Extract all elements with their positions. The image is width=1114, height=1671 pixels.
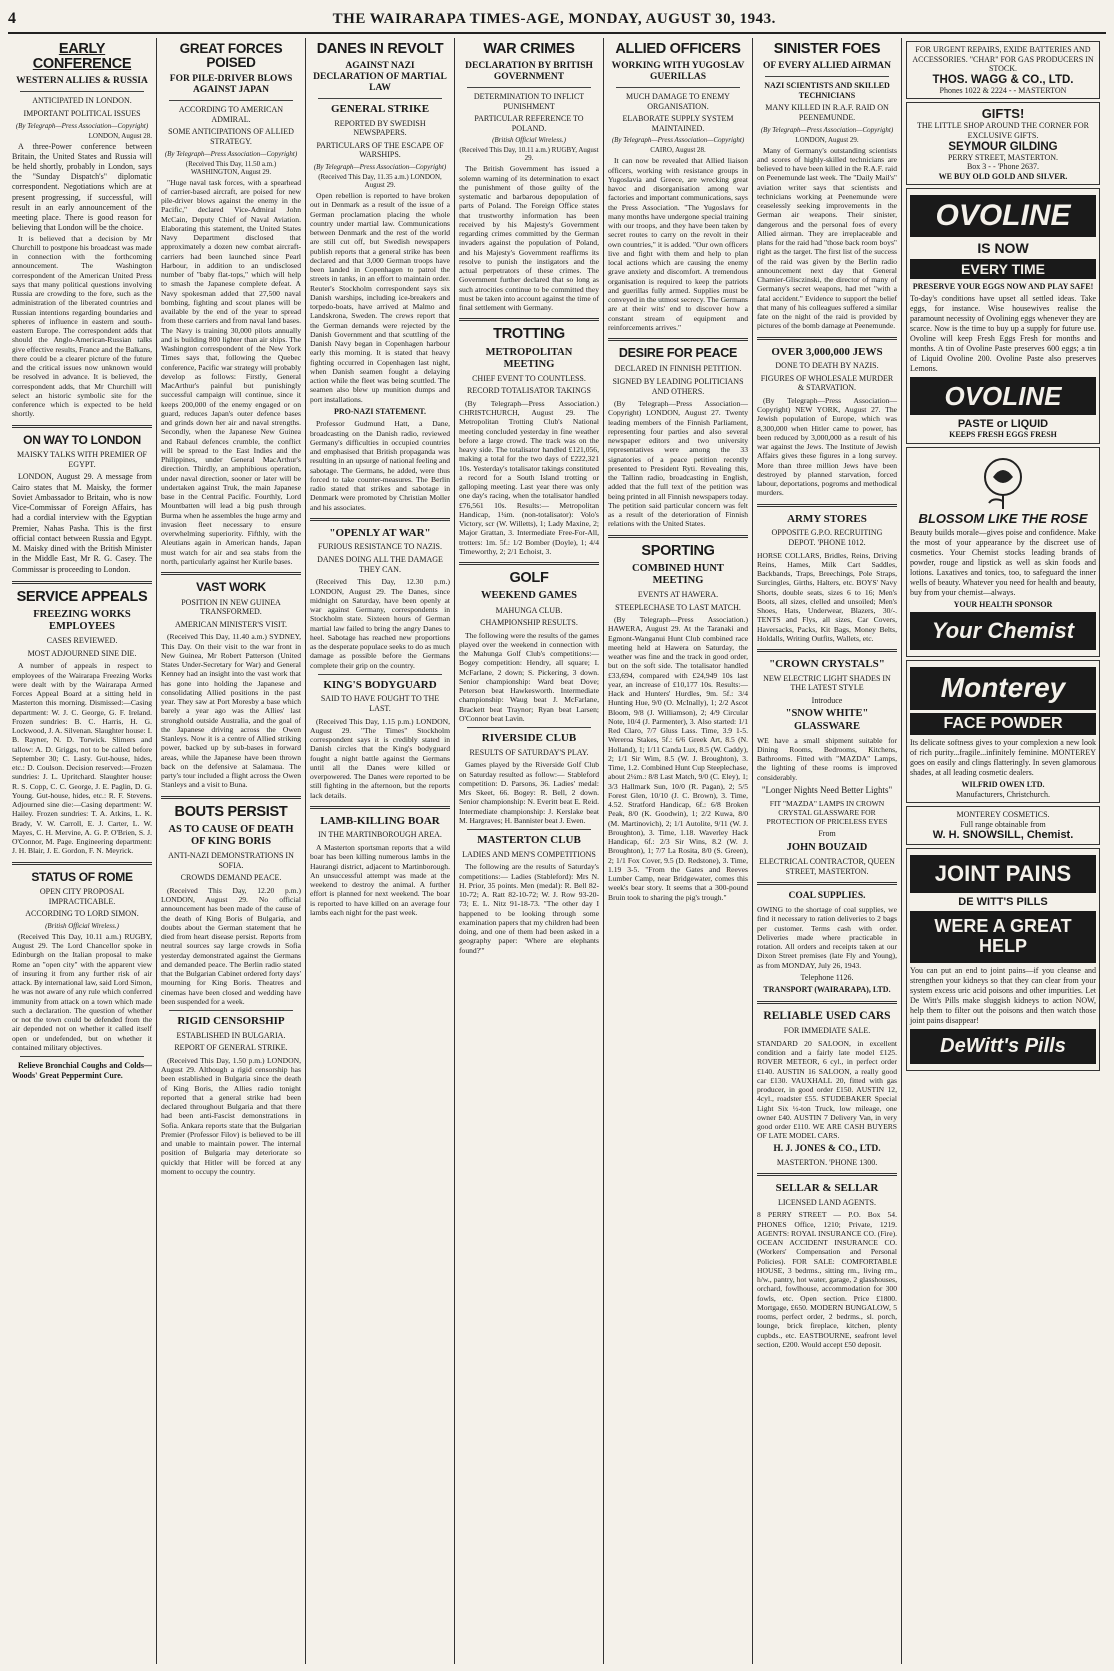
- divider: [757, 337, 897, 340]
- column-2: [157, 38, 306, 1664]
- subheadline: RIVERSIDE CLUB: [481, 732, 577, 745]
- article-body: (Received This Day, 1.50 p.m.) LONDON, August 29. Although a rigid censorship has been established in Bulgaria since the death of King Boris, the Allies radio tonight reported that a general strike had been declared throughout Bulgaria and that there had been anti-Fascist demonstrations in Sofia. Ankara reports state that the Bulgarian Premier (Professor Filov) is believed to be ill and unable to maintain power. The internal position of Bulgaria may deteriorate so quickly that Hitler will be forced at any moment to occupy the country.: [161, 1055, 301, 1176]
- subheadline: OF EVERY ALLIED AIRMAN: [762, 61, 892, 72]
- ad-heading: SELLAR & SELLAR: [775, 1182, 879, 1195]
- deck: REPORTED BY SWEDISH NEWSPAPERS.: [334, 118, 426, 138]
- article-body: Games played by the Riverside Golf Club on Saturday resulted as follow:— Stableford competition: D. Parsons, 36. Ladies' medal: Mrs Skeet, 66. Bogey: R. Bell, 2 down. Senior championship: N. Everitt beat E. Reid. Intermediate championship: J. Kerslake beat M. Hargraves; H. Bannister beat J. Ewen.: [459, 760, 599, 825]
- subheadline: OVER 3,000,000 JEWS: [771, 345, 883, 358]
- deck: ESTABLISHED IN BULGARIA.: [176, 1030, 286, 1040]
- ad-heading: EVERY TIME: [910, 259, 1096, 279]
- deck: STEEPLECHASE TO LAST MATCH.: [615, 602, 741, 612]
- headline: GREAT FORCES POISED: [179, 41, 283, 71]
- headline: SERVICE APPEALS: [16, 588, 148, 605]
- article-body: (By Telegraph—Press Association—Copyright) NEW YORK, August 27. The Jewish population of Europe, which was 8,300,000 when Hitler came to power, has been reduced by 3,000,000 as a result of his war against the Jews. The Institute of Jewish Affairs gives these figures in a long survey. More than three million Jews have been destroyed by planned starvation, forced labour, deportations, pogroms and methodical murders.: [757, 395, 897, 498]
- subheadline: MASTERTON CLUB: [477, 834, 581, 847]
- ad-text: KEEPS FRESH EGGS FRESH: [949, 429, 1057, 439]
- ad-subheading: OPPOSITE G.P.O. RECRUITING DEPOT. 'PHONE 1012.: [771, 528, 883, 547]
- subheadline: RIGID CENSORSHIP: [177, 1015, 285, 1028]
- divider: [161, 796, 301, 799]
- ad-body: Beauty builds morale—gives poise and confidence. Make the most of your appearance by the discreet use of cosmetics. Your Chemist stocks leading brands of powder, rouge and lipstick as well as skin foods and lotions. Laxatives and tonics, too, to safeguard the inner wells of beauty. Whatever you need for health and beauty, buy from your chemist—always.: [910, 527, 1096, 597]
- deck: RESULTS OF SATURDAY'S PLAY.: [469, 747, 589, 757]
- dateline: CAIRO, August 28.: [650, 146, 706, 155]
- divider: [459, 562, 599, 565]
- ad-heading: THOS. WAGG & CO., LTD.: [932, 73, 1074, 86]
- subheadline: AS TO CAUSE OF DEATH OF KING BORIS: [168, 823, 294, 847]
- deck: CROWDS DEMAND PEACE.: [180, 873, 282, 883]
- deck: SIGNED BY LEADING POLITICIANS AND OTHERS.: [612, 376, 744, 396]
- subheadline: KING'S BODYGUARD: [323, 678, 437, 691]
- ad-heading: RELIABLE USED CARS: [763, 1010, 891, 1023]
- deck: SOME ANTICIPATIONS OF ALLIED STRATEGY.: [168, 127, 294, 146]
- ad-text: WILFRID OWEN LTD.: [961, 779, 1045, 789]
- ad-body: 8 PERRY STREET — P.O. Box 54. PHONES Office, 1210; Private, 1219. AGENTS: ROYAL INSURANCE CO. (Fire). OCEAN ACCIDENT INSURANCE CO. (Workers' Compensation and Personal Policies). FOR SALE: COMFORTABLE HOUSE, 3 bedrms., sitting rm., living rm., h/w., pantry, hot water, garage, 2 glasshouses, orchard, fowlhouse, accommodation for 300 fowls, etc. Open section. Price £1800. Mortgage, £650. MODERN BUNGALOW, 5 rooms, perfect order, 2 bedrms., sl. porch, lounge, brick fireplace, kitchen, plenty cupbds., etc. EASTBOURNE, seafront level section, £200. Would accept £50 deposit.: [757, 1210, 897, 1349]
- headline: VAST WORK: [196, 580, 266, 595]
- ad-subheading: NEW ELECTRIC LIGHT SHADES IN THE LATEST STYLE: [763, 673, 891, 693]
- article-body: "Huge naval task forces, with a spearhead of carrier-based aircraft, are poised for new pile-driver blows against the enemy in the Pacific," declared Vice-Admiral John McCain, Deputy Chief of Naval Aviation. Elaborating this statement, the United States Navy Department disclosed that approximately a dozen new combat aircraft-carriers had been launched since Pearl Harbour, in addition to an undisclosed number of "baby flat-tops," which will help to smash the Japanese complete defeat. A Navy spokesman added that 27,500 naval bombing, fighting and scout planes will be available by the end of the year to spread from these carriers and from naval land bases. The Navy is training 30,000 pilots annually and is building 800 lighter than air ships. The Washington correspondent of the New York Times says that, following the Quebec conference, Pacific war strategy will probably develop as follows: Firstly, General MacArthur's painful but punishingly successful campaign will continue, since it keeps 200,000 of the enemy engaged or on guard, reduces Japan's outer defence bases and grinds down her air and naval strengths. Secondly, when the Japanese New Guinea and Rabaul defences crumble, the conflict will be spread to the East Indies and the Philippines, under General MacArthur's direction. Thirdly, an amphibious operation, under naval direction, sooner or later will be undertaken against Truk, the main Japanese base in the Central Pacific. Fourthly, Lord Mountbatten will lead a big push through Burma when he assembles the huge army and invasion fleet necessary to ensure overwhelming superiority. Fifthly, with the Aleutians again in American hands, Japan must watch for air and sea stabs from the north, particularly against her Kurile bases.: [161, 177, 302, 566]
- divider: [467, 727, 591, 728]
- deck: CHAMPIONSHIP RESULTS.: [480, 618, 578, 628]
- divider: [169, 100, 293, 101]
- divider: [20, 1056, 144, 1057]
- divider: [757, 1173, 897, 1176]
- deck: ANTICIPATED IN LONDON.: [32, 96, 132, 106]
- ad-heading: PASTE or LIQUID: [957, 417, 1049, 430]
- headline: GOLF: [509, 570, 549, 587]
- article-body: (By Telegraph—Press Association.) HAWERA, August 29. At the Taranaki and Egmont-Wanganui Hunt Club combined race meeting held at Hawera on Saturday, the weather was fine and the track in good order, but on the soft side. The totalisator handled £33,694, compared with £24,949 10s last year, an increase of £10,177 10s. Results:— Hack and Hunters' Hurdles, 9m. 5f.: 3/4 Hunting Hue, 9/0 (O. McInally), 1; 2/2 Ascot Bloom, 9/8 (J. Williamson), 2; 4/9 Circular Note, 10/4 (J. Parmenter), 3. Also started: 1/1 Red Claro, 7/7 Gluss Lass. Time, 3.9 1-5. Wereroa Stakes, 5f.: 6/6 Greek Art, 8.5 (N. Holland), 1; 1/11 Canda Lux, 8.5 (W. Caddy), 2; 1/1 Sir Wim, 8.5 (W. J. Broughton), 3. Time, 1.2. Combined Hunt Cup Steeplechase, about 2¼m.: 8/8 Last Match, 9/0 (C. Eley), 1; 3/3 Hallmark Sun, 10/0 (R. Pagan), 2; 5/5 Forest Glen, 10/10 (J. C. Brown), 3. Time, 4.52. Stratford Handicap, 6f.: 6/8 Broken Peak, 8/0 (K. Goodwin), 1; 2/2 Kuwa, 8/0 (M. Martinovich), 2; 1/1 Autolite, 9/11 (W. J. Broughton), 3. Time, 1.18. Waverley Hack Handicap, 6f.: 2/3 Sir Wins, 8.2 (W. J. Broughton), 1; 7/7 La Rosita, 8/0 (S. Green), 2; 1/1 Fox Cover, 9.5 (D. Redstone), 3. Time, 1.19 3-5. "From the Gates and Reeves Lumber Camp, near Bridgewater, comes this week's bear story. It seems that a 300-pound Bruin took to sharing the pig's trough.": [608, 615, 748, 902]
- newspaper-title: THE WAIRARAPA TIMES-AGE, MONDAY, AUGUST 30, 1943.: [332, 10, 776, 27]
- ad-text: THE LITTLE SHOP AROUND THE CORNER FOR EXCLUSIVE GIFTS.: [916, 121, 1089, 140]
- credit-line: (British Official Wireless.): [45, 921, 119, 930]
- divider: [310, 806, 450, 809]
- deck: FIGURES OF WHOLESALE MURDER & STARVATION.: [760, 373, 894, 393]
- ad-body: Its delicate softness gives to your complexion a new look of rich purity...fragile...infinitely feminine. MONTEREY goes on easily and clings flatteringly. In seven glamorous shades, at all leading cosmetic dealers.: [910, 737, 1096, 777]
- divider: [12, 425, 152, 428]
- ad-heading: "SNOW WHITE" GLASSWARE: [785, 708, 869, 732]
- deck: REPORT OF GENERAL STRIKE.: [174, 1043, 288, 1053]
- ad-chemist: [906, 447, 1100, 658]
- divider: [757, 504, 897, 507]
- deck: IN THE MARTINBOROUGH AREA.: [318, 830, 442, 840]
- ad-heading: "Longer Nights Need Better Lights": [761, 784, 893, 795]
- deck: FURIOUS RESISTANCE TO NAZIS.: [318, 542, 442, 552]
- article-body: The following are the results of Saturday's competitions:— Ladies (Stableford): Mrs N. H. Prior, 35 points. Men (medal): R. Bell 82-10-72; A. Ratt 82-10-72; W. J. Row 93-20-73; E. L. Nitz 91-18-73. "The other day I happened to be looking through some examination papers that my children had been doing, and one of them had been asked in a geography paper: 'Where are elephants found?'": [459, 862, 600, 955]
- ad-heading: "CROWN CRYSTALS": [769, 658, 885, 671]
- ad-heading: ARMY STORES: [787, 512, 867, 525]
- article-body: Open rebellion is reported to have broken out in Denmark as a result of the issue of a German proclamation placing the whole country under martial law. Communications between Denmark and the rest of the world are still cut off, but Swedish newspapers publish reports that a general strike has been declared and that 3,000 German troops have been landed in Copenhagen to patrol the streets in tanks, in an effort to maintain order. Reuter's Stockholm correspondent says six Danish warships, including ice-breakers and torpedo-boats, have arrived at Malmo and Landskrona, Sweden. The crews report that the German demands were rejected by the Danish Government and that scuttling of the Danish Navy began in Copenhagen harbour early this morning. It is stated that heavy fighting occurred in Copenhagen last night, when Danish seamen fought a delaying action while the fleet was being scuttled. The seamen also blew up munition dumps and port installations.: [310, 191, 450, 404]
- credit-line: (By Telegraph—Press Association—Copyright): [164, 149, 298, 158]
- article-body: (Received This Day, 12.30 p.m.) LONDON, August 29. The Danes, since midnight on Saturday, have been openly at war against Germany, correspondents in Stockholm state. Sixteen hours of German martial law failed to bring the angry Danes to heel. Sabotage has reached new proportions as the desperate populace seeks to do as much damage as possible before the Germans complete their grip on the country.: [310, 577, 451, 670]
- ad-text: Box 3 - - 'Phone 2637.: [966, 162, 1040, 172]
- divider: [765, 76, 889, 77]
- headline: SPORTING: [641, 542, 715, 559]
- ad-heading: GIFTS!: [981, 106, 1025, 122]
- divider: [616, 87, 740, 88]
- ad-heading: WERE A GREAT HELP: [910, 911, 1096, 963]
- article-body: A number of appeals in respect to employees of the Wairarapa Freezing Works were dealt with by the Wairarapa Armed Forces Appeal Board at a sitting held in Masterton this morning. Dismissed:—Casing department: W. J. C. George, G. F. Ireland. Frozen sundries: B. C. Harris, H. G. Lockwood, J. A. Silvenan. Slaughter house: I. B. Rayner, N. D. Torwick. Slimers and tallow: A. D. Griggs, not to be called before September 30; C. Lasty. Gut-house, hides, etc.: D. Coulson. Decision reserved:—Frozen sundries: J. L. Upritchard. Slaughter house: R. S. Copp, C. C. George, J. E. Paglin, D. G. Young. Gut-house, hides, etc.: R. F. Stevens. Adjourned sine die:—Casing department: W. Hailey. Frozen sundries: T. A. Atkins, L. K. Brady, V. W. Carroll, E. J. Carter, L. W. Mayes, C. H. Mervine, A. G. P. O'Brien, S. J. O'Connor, M. Page. Engineering department: J. H. Blair, J. E. Gordon, F. N. Meyrick.: [12, 661, 152, 856]
- deck: PARTICULARS OF THE ESCAPE OF WARSHIPS.: [316, 140, 444, 160]
- article-body: A three-Power conference between Britain, the United States and Russia will be held shortly, probably in London, says the "Sunday Dispatch's" diplomatic correspondent. Negotiations which are at present progressing, if successful, will result in an early announcement of the meeting place. There is good reason for believing that London will be the choice.: [12, 141, 152, 233]
- divider: [318, 98, 442, 99]
- ad-heading: DE WITT'S PILLS: [958, 896, 1048, 909]
- ad-text: FOR URGENT REPAIRS, EXIDE BATTERIES AND ACCESSORIES. "CHAR" FOR GAS PRODUCERS IN STOCK.: [912, 45, 1094, 74]
- deck: ELABORATE SUPPLY SYSTEM MAINTAINED.: [622, 114, 734, 133]
- divider: [459, 318, 599, 321]
- column-1: [8, 38, 157, 1664]
- article-body: The following were the results of the games played over the weekend in connection with the Mahunga Golf Club's competitions:— Bogey competition: Hendry, all square; I. McFarlane, 2 down; S. Pickering, 3 down. Senior championship: Ward beat Dove; Peterson beat Hawkesworth. Intermediate championship: Waug beat J. McFarlane, Brackett beat Traynor; Ryan beat Larsen; O'Connor beat Lavin.: [459, 630, 599, 723]
- brand-logo: Your Chemist: [910, 612, 1096, 650]
- deck: ACCORDING TO AMERICAN ADMIRAL.: [178, 105, 284, 124]
- ad-body: WE have a small shipment suitable for Dining Rooms, Bedrooms, Kitchens, Bathrooms. Fitted with "MAZDA" Lamps, the lighting of these rooms is improved considerably.: [757, 735, 897, 782]
- ad-heading: JOINT PAINS: [910, 855, 1096, 893]
- credit-line: (By Telegraph—Press Association—Copyright): [760, 125, 894, 134]
- ad-dewitts: [906, 848, 1100, 1071]
- divider: [12, 862, 152, 865]
- deck: CHIEF EVENT TO COUNTLESS.: [472, 373, 586, 383]
- subheadline: "OPENLY AT WAR": [329, 526, 431, 539]
- subheadline: LAMB-KILLING BOAR: [320, 814, 440, 827]
- credit-line: (By Telegraph—Press Association—Copyright): [15, 121, 149, 130]
- deck: AMERICAN MINISTER'S VISIT.: [174, 619, 288, 629]
- dateline: LONDON, August 29.: [795, 135, 859, 144]
- brand-logo: OVOLINE: [910, 195, 1096, 237]
- subheadline: DECLARATION BY BRITISH GOVERNMENT: [465, 61, 593, 83]
- ad-subheading: LICENSED LAND AGENTS.: [778, 1197, 876, 1207]
- subheadline: METROPOLITAN MEETING: [485, 346, 573, 370]
- subheadline: GENERAL STRIKE: [330, 102, 430, 115]
- divider: [20, 91, 144, 92]
- deck: MANY KILLED IN R.A.F. RAID ON PEENEMUNDE.: [765, 103, 889, 122]
- divider: [757, 1001, 897, 1004]
- deck: MUCH DAMAGE TO ENEMY ORGANISATION.: [626, 92, 730, 111]
- credit-line: (By Telegraph—Press Association—Copyright): [313, 163, 447, 171]
- ad-seymour-gilding: [906, 102, 1100, 185]
- article-body: The British Government has issued a solemn warning of its determination to exact the punishment of those guilty of the systematic and barbarous depopulation of parts of Poland. The Foreign Office states that trustworthy information has been received by his Majesty's Government regarding crimes committed by the German invaders against the population of Poland, and his Majesty's Government reaffirms its resolve to punish the instigators and the actual perpetrators of these crimes. The Government further declared that so long as such atrocities continue to be committed they must be taken into account against the time of final settlement with Germany.: [459, 164, 599, 313]
- dateline: (Received This Day, 11.35 a.m.) LONDON, August 29.: [318, 173, 442, 189]
- ad-heading: JOHN BOUZAID: [786, 841, 868, 853]
- ad-body: OWING to the shortage of coal supplies, we find it necessary to ration deliveries to 2 bags per customer. Terms cash with order. Deliveries made where practicable in rotation. All orders and receipts taken at our Dixon Street premises (late Fly and Young), as from MONDAY, July 26, 1943.: [757, 905, 897, 970]
- headline: WAR CRIMES: [483, 41, 575, 57]
- ad-body: You can put an end to joint pains—if you cleanse and strengthen your kidneys so that they can clear from your system excess uric acid poisons and other impurities. Let De Witt's Pills make sluggish kidneys to action NOW, help them to filter out the poisons and then watch those joint pains disappear!: [910, 965, 1096, 1025]
- page-number: 4: [8, 10, 17, 27]
- ad-snowsill: [906, 806, 1100, 845]
- ad-heading: H. J. JONES & CO., LTD.: [773, 1143, 881, 1154]
- ad-text: From: [818, 829, 836, 839]
- divider: [608, 338, 748, 341]
- subheadline: AGAINST NAZI DECLARATION OF MARTIAL LAW: [313, 61, 447, 94]
- divider: [467, 87, 591, 88]
- deck: RECORD TOTALISATOR TAKINGS: [467, 386, 591, 396]
- article-body: (Received This Day, 12.20 p.m.) LONDON, August 29. No official announcement has been made of the cause of the death of King Boris of Bulgaria, and doubts about the German statement that he died from heart disease persist. Reports from neutral sources say large crowds in Sofia yesterday demonstrated against the Germans and demanded peace. The Berlin radio stated that the Bulgarian Cabinet ordered forty days' mourning for King Boris. Theatres and cinemas have been closed and wedding have been suspended for a week.: [161, 885, 301, 1006]
- rose-illustration-icon: [910, 451, 1096, 511]
- deck: DANES DOING ALL THE DAMAGE THEY CAN.: [317, 555, 443, 574]
- divider: [467, 829, 591, 830]
- ad-body: To-day's conditions have upset all settled ideas. Take eggs, for instance. Wise housewives realise the paramount necessity of Ovolining eggs whenever they are scarce. Now is the time to buy up a supply for future use. Ovoline will keep Fresh Eggs Fresh for months and months. A tin of Ovoline Paste preserves 600 eggs; a tin of Liquid Ovoline 200. Ovoline Paste also preserves Lemons.: [910, 293, 1096, 373]
- article-body: (Received This Day, 11.40 a.m.) SYDNEY, This Day. On their visit to the war front in New Guinea, Mr Robert Patterson (United States Under-Secretary for War) and General Kenney had an insight into the vast work that has gone into holding the Japanese and consolidating Allied positions in the past year. They saw at Port Moresby a base which barely a year ago was the Allies' last stronghold outside Australia, and the goal of the Japanese driving across the Owen Stanleys. Now it is a centre of Allied striking power, backed up by sub-bases in forward areas, while the Japanese have been thrown back on the defensive at Salamaua. The party's tour included a flight across the Owen Stanleys and a visit to Buna.: [161, 632, 301, 790]
- deck: POSITION IN NEW GUINEA TRANSFORMED.: [181, 597, 281, 617]
- article-body: (Received This Day, 1.15 p.m.) LONDON, August 29. "The Times" Stockholm correspondent says it is credibly stated in Danish circles that the King's bodyguard fought a night battle against the Germans until all the Danes were killed or overpowered. The Danes were reported to be still fighting in the afternoon, but the reports lack details.: [310, 716, 450, 800]
- subheadline: WORKING WITH YUGOSLAV GUERILLAS: [611, 61, 745, 83]
- column-4: [455, 38, 604, 1664]
- ad-text: YOUR HEALTH SPONSOR: [953, 599, 1053, 609]
- ad-text: Introduce: [811, 695, 843, 705]
- headline: TROTTING: [493, 326, 565, 343]
- subheadline: WEEKEND GAMES: [481, 590, 577, 602]
- ad-body: STANDARD 20 SALOON, in excellent condition and a fairly late model £125. ROVER METEOR, 6 cyl., in perfect order £140. AUSTIN 16 SALOON, a really good car £130. VAUXHALL 20, fitted with gas producer, in good order £150. AUSTIN 12, 4cyl., roadster £55. STUDEBAKER Special Light Six ½-ton Truck, low mileage, one owner £40. AUSTIN 7 Delivery Van, in very good order £110. WE ARE CASH BUYERS OF LATE MODEL CARS.: [757, 1038, 897, 1141]
- subheadline: FREEZING WORKS EMPLOYEES: [33, 609, 131, 633]
- ad-body: HORSE COLLARS, Bridles, Reins, Driving Reins, Hames, Milk Cart Saddles, Backbands, Traps, Breechings, Pole Straps, Surcingles, Girths, Halters, etc. BOYS' Navy Shorts, double seats, sizes 6 to 16; Men's Boots, all sizes, clelled and unsoiled; Men's Shoes, Hats, Underwear, Blazers, 30/-. TENTS and Flys, all sizes, Car Covers, Haversacks, Packs, Kit Bags, Money Belts, Holdalls, Writing Outfits, Wallets, etc.: [757, 550, 897, 643]
- deck: MAISKY TALKS WITH PREMIER OF EGYPT.: [17, 450, 147, 469]
- article-body: It is believed that a decision by Mr Churchill to postpone his broadcast was made in connection with the forthcoming announcement. The Washington correspondent of the American United Press says that many political questions involving Russia are crowding to the fore, such as the administration of the liberated countries and Russian intentions regarding boundaries and spheres of influence in eastern and south-eastern Europe. The correspondent adds that should the Anglo-American-Russian talks give effective results, France and the Balkans, there could be a clearer picture of the future and the critical issues now unknown would be resolved in advance. It is believed, the correspondent adds, that Mr Churchill will select an historic symbolic site for the conference which is expected to be held shortly.: [12, 233, 152, 419]
- ad-heading: TRANSPORT (WAIRARAPA), LTD.: [763, 985, 891, 995]
- ad-text: MONTEREY COSMETICS.: [956, 810, 1050, 820]
- masthead: [8, 6, 1106, 34]
- article-body: A Masterton sportsman reports that a wild boar has been killing numerous lambs in the Haurangi district, adjacent to Martinborough. An unsuccessful attempt was made at the weekend to destroy the animal. A further effort is planned for next weekend. The boar is reported to have killed on an average four lambs each night for the past week.: [310, 843, 450, 917]
- deck: CASES REVIEWED.: [46, 636, 118, 646]
- ad-heading: COAL SUPPLIES.: [788, 891, 866, 902]
- deck: LADIES AND MEN'S COMPETITIONS: [462, 849, 596, 859]
- ad-heading: BLOSSOM LIKE THE ROSE: [918, 510, 1088, 526]
- subheadline: WESTERN ALLIES & RUSSIA: [16, 76, 148, 87]
- newspaper-columns: [8, 38, 1106, 1664]
- headline: EARLY CONFERENCE: [32, 41, 132, 73]
- deck: PARTICULAR REFERENCE TO POLAND.: [474, 114, 584, 133]
- ad-heading: W. H. SNOWSILL, Chemist.: [932, 829, 1074, 842]
- ad-body: FIT "MAZDA" LAMPS IN CROWN CRYSTAL GLASSWARE FOR PROTECTION OF PRICELESS EYES: [766, 798, 888, 827]
- article-body: Many of Germany's outstanding scientists and scores of highly-skilled technicians are believed to have been killed in the R.A.F. raid on Peenemunde last week. The "Daily Mail's" aviation writer says that scientists and technicians working at Peenemunde were ceaselessly seeking improvements in the German air weapons. Their sinister, dangerous and the personal foes of every Allied airman. They are irreplaceable and plans for the raid had "those back room boys" right as the target. The first list of the success of the raid was given by the Berlin radio announcement next day that General Chamier-Glisczinski, the director of many of Germany's secret weapons, had met "with a fatal accident." Evidence to support the belief that many of his colleagues suffered a similar fate on the night of the raid is provided by pictures of the bomb damage at Peenemunde.: [757, 145, 897, 331]
- article-body: Professor Gudmund Hatt, a Dane, broadcasting on the Danish radio, reviewed Germany's difficulties in occupied countries and emphasised that British propaganda was resulting in an upsurge of national feeling and sabotage. The Germans, he added, were thus forced to take counter-measures. The Berlin radio stated that strikes and sabotage in Denmark were promoted by Christian Moller and his associates.: [310, 419, 450, 512]
- column-5: [604, 38, 753, 1664]
- deck: ANTI-NAZI DEMONSTRATIONS IN SOFIA.: [168, 851, 294, 870]
- divider: [757, 649, 897, 652]
- dateline: (Received This Day, 11.50 a.m.) WASHINGTON, August 29.: [185, 159, 277, 176]
- ad-subheading: MASTERTON. 'PHONE 1300.: [776, 1157, 878, 1167]
- article-body: (By Telegraph—Press Association—Copyright) LONDON, August 27. Twenty leading members of the Finnish Parliament, representing four parties and also several newspaper editors and two university representatives were among the 33 signatories of a peace petition recently presented to President Ryti. Revealing this, the Tallinn radio, broadcasting in English, added that the full text of the petition was being printed in all Finnish newspapers today. The petition said particular concern was felt as a result of the deterioration of Finnish relations with the United States.: [608, 399, 748, 529]
- headline: ALLIED OFFICERS: [615, 41, 741, 57]
- headline: DESIRE FOR PEACE: [618, 346, 738, 361]
- deck: EVENTS AT HAWERA.: [637, 589, 719, 599]
- ad-heading: IS NOW: [977, 240, 1029, 257]
- deck: IMPORTANT POLITICAL ISSUES: [23, 108, 141, 118]
- headline: STATUS OF ROME: [31, 869, 133, 884]
- ad-heading: FACE POWDER: [910, 713, 1096, 735]
- ad-text: PERRY STREET, MASTERTON.: [947, 152, 1059, 162]
- ad-subheading: FOR IMMEDIATE SALE.: [783, 1026, 871, 1036]
- ad-text: Phones 1022 & 2224 - - MASTERTON: [939, 85, 1067, 95]
- article-body: It can now be revealed that Allied liaison officers, working with resistance groups in Yugoslavia and Greece, are wrecking great havoc and disorganisation among war factories and important communications, says the Press Association. "The Yugoslavs for many months have undergone special training with our troops, and they have been taken by secret routes to carry on the revolt in their own countries," it is added. "Our own officers live and fight with them and help to plan local actions which are causing the enemy grave anxiety and discomfort. A tremendous organisation is required to keep the patriots and guerillas fully armed. Supplies must be conveyed in the utmost secrecy. The Germans are at their wits' end to discover how a constant stream of equipment and reinforcements arrives.": [608, 156, 748, 332]
- divider: [310, 518, 450, 521]
- article-body: LONDON, August 29. A message from Cairo states that M. Maisky, the former Soviet Ambassador to Britain, who is now Vice-Commissar of Foreign Affairs, has had a cordial interview with the Egyptian Premier, Nahas Pasha. This is the first official contact between Russia and Egypt. M. Maisky dined with the British Minister in the Middle East, Mr R. G. Casey. The Commissar is proceeding to London.: [12, 472, 152, 574]
- headline: SINISTER FOES: [773, 41, 881, 57]
- divider: [608, 535, 748, 538]
- deck: MAHUNGA CLUB.: [495, 605, 563, 615]
- headline: DANES IN REVOLT: [316, 41, 444, 57]
- column-7-ads: [902, 38, 1104, 1664]
- small-ad: Relieve Bronchial Coughs and Colds—Woods' Great Peppermint Cure.: [12, 1061, 152, 1081]
- ad-text: WE BUY OLD GOLD AND SILVER.: [938, 171, 1068, 181]
- dateline: LONDON, August 28.: [88, 131, 152, 140]
- divider: [757, 882, 897, 885]
- subheadline: COMBINED HUNT MEETING: [632, 562, 724, 586]
- headline: BOUTS PERSIST: [174, 803, 288, 820]
- credit-line: (British Official Wireless.): [492, 136, 566, 145]
- subheadline: FOR PILE-DRIVER BLOWS AGAINST JAPAN: [169, 74, 293, 96]
- deck: DONE TO DEATH BY NAZIS.: [775, 361, 879, 371]
- headline: ON WAY TO LONDON: [23, 432, 141, 447]
- deck: SAID TO HAVE FOUGHT TO THE LAST.: [320, 694, 440, 713]
- deck: ACCORDING TO LORD SIMON.: [25, 909, 139, 919]
- ad-thos-wagg: [906, 41, 1100, 99]
- column-3: [306, 38, 455, 1664]
- ad-text: Full range obtainable from: [960, 819, 1046, 829]
- divider: [318, 674, 442, 675]
- column-6: [753, 38, 902, 1664]
- deck: OPEN CITY PROPOSAL IMPRACTICABLE.: [39, 887, 125, 906]
- brand-logo: OVOLINE: [910, 377, 1096, 415]
- ad-text: Telephone 1126.: [800, 972, 854, 982]
- article-body: (Received This Day, 10.11 a.m.) RUGBY, August 29. The Lord Chancellor spoke in Edinburgh on the Italian proposal to make Rome an "open city" with the apparent view of insuring it from any further risk of air attack. By international law, said Lord Simon, he was not aware of any rule which conferred immunity from attack on a town which made such a declaration. The question of whether or not the town could be defended from the air depended not on whether it called itself open or undefended, but on whether it contained military objectives.: [12, 931, 152, 1052]
- article-body: (By Telegraph—Press Association.) CHRISTCHURCH, August 29. The Metropolitan Trotting Club's National meeting concluded yesterday in fine weather before a large crowd. The track was on the heavy side. The totalisator handled £121,056, making a total for the two days of £222,321 10s. Yesterday's totalisator takings constituted a record for a South Island trotting or galloping meeting. Last year there was only one day's racing, when the totalisator handled £76,561 10s. Results:— Metropolitan Handicap, 1¼m. (non-totalisator): Volo's Victory, scr (W. Willetts), 1; Lady Maxine, 2; Major Grattan, 3. Intermediate Free-For-All, trotters: 1m. 5f.: 1/2 Bomber (Doyle), 1; 4/4 Timeworthy, 2; 2/1 Echoist, 3.: [459, 398, 599, 556]
- ad-text: Manufacturers, Christchurch.: [956, 789, 1050, 799]
- ad-monterey: [906, 660, 1100, 803]
- deck: DETERMINATION TO INFLICT PUNISHMENT: [473, 92, 585, 111]
- divider: [12, 581, 152, 584]
- deck: DECLARED IN FINNISH PETITION.: [614, 364, 742, 374]
- ad-heading: SEYMOUR GILDING: [948, 140, 1058, 153]
- divider: [161, 572, 301, 575]
- dateline: (Received This Day, 10.11 a.m.) RUGBY, August 29.: [459, 146, 599, 163]
- brand-logo: DeWitt's Pills: [910, 1029, 1096, 1064]
- deck: MOST ADJOURNED SINE DIE.: [27, 648, 137, 658]
- ad-text: PRESERVE YOUR EGGS NOW AND PLAY SAFE!: [912, 282, 1094, 292]
- deck: PRO-NAZI STATEMENT.: [333, 406, 426, 416]
- ad-ovoline: [906, 188, 1100, 443]
- deck: NAZI SCIENTISTS AND SKILLED TECHNICIANS: [764, 81, 890, 100]
- brand-logo: Monterey: [910, 667, 1096, 710]
- ad-subheading: ELECTRICAL CONTRACTOR, QUEEN STREET, MASTERTON.: [759, 857, 895, 876]
- divider: [169, 1010, 293, 1011]
- credit-line: (By Telegraph—Press Association—Copyright): [611, 136, 745, 145]
